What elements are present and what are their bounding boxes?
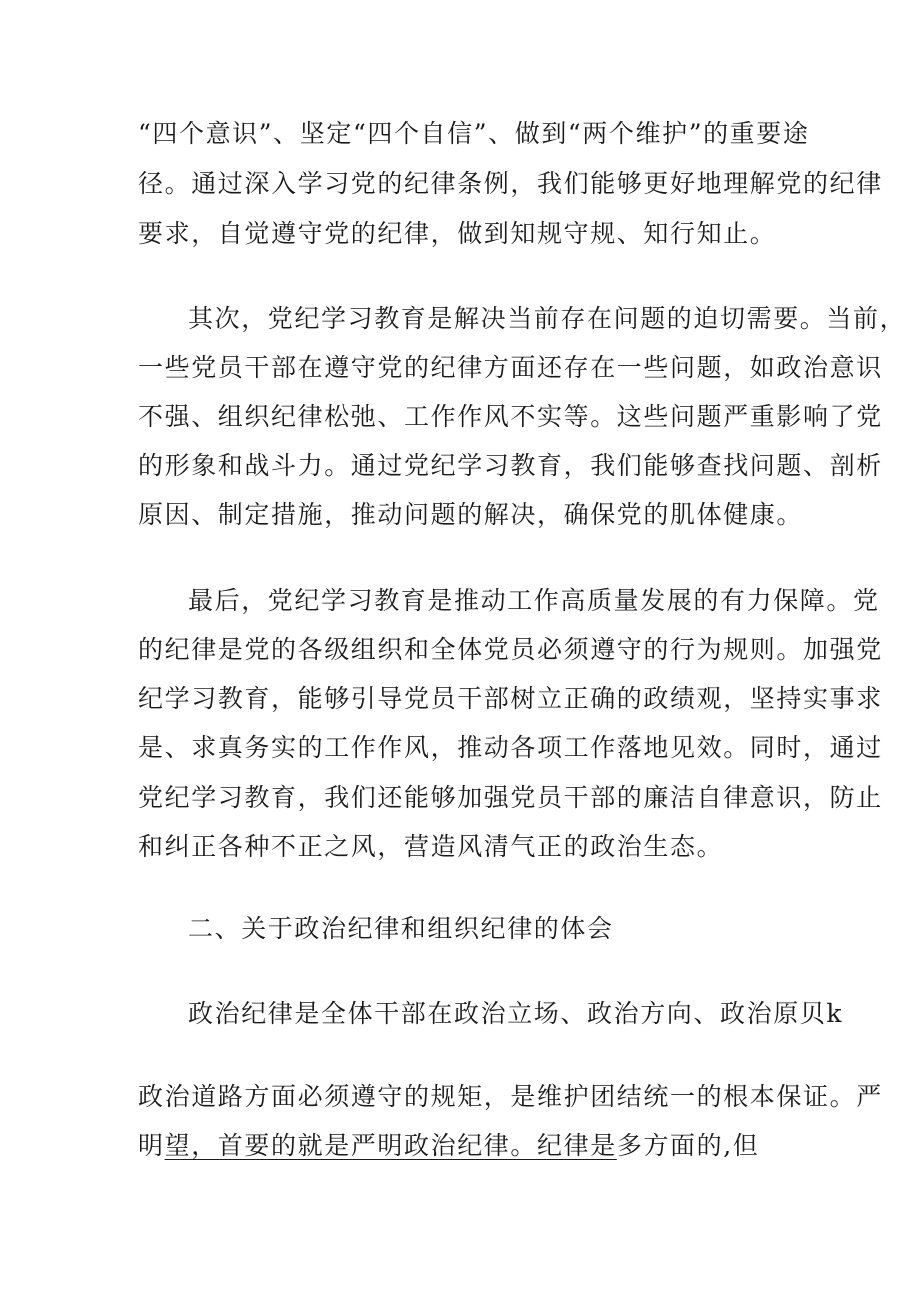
paragraph-line: 径。通过深入学习党的纪律条例，我们能够更好地理解党的纪律 [138,169,883,198]
paragraph-line: 最后，党纪学习教育是推动工作高质量发展的有力保障。党 [188,586,880,615]
section-heading: 二、关于政治纪律和组织纪律的体会 [188,914,614,943]
paragraph-line: 纪学习教育，能够引导党员干部树立正确的政绩观，坚持实事求 [138,684,883,713]
paragraph-line: 要求，自觉遵守党的纪律，做到知规守规、知行知止。 [138,219,777,248]
paragraph-line: 的纪律是党的各级组织和全体党员必须遵守的行为规则。加强党 [138,635,883,664]
paragraph-line: 不强、组织纪律松弛、工作作风不实等。这些问题严重影响了党 [138,402,883,431]
paragraph-line: 政治道路方面必须遵守的规矩，是维护团结统一的根本保证。严 [138,1082,883,1111]
paragraph-line: 一些党员干部在遵守党的纪律方面还存在一些问题，如政治意识 [138,353,883,382]
underlined-text: 望，首要的就是严明政治纪律。纪律是 [164,1131,617,1160]
paragraph-line: 党纪学习教育，我们还能够加强党员干部的廉洁自律意识，防止 [138,783,883,812]
paragraph-line: “四个意识”、坚定“四个自信”、做到“两个维护”的重要途 [138,119,810,148]
text-run: 明 [138,1131,165,1160]
paragraph-line [138,1129,759,1163]
paragraph-line: 其次，党纪学习教育是解决当前存在问题的迫切需要。当前， [188,304,907,333]
paragraph-line: 原因、制定措施，推动问题的解决，确保党的肌体健康。 [138,500,804,529]
paragraph-line: 政治纪律是全体干部在政治立场、政治方向、政治原贝k [188,999,844,1028]
paragraph-line: 的形象和战斗力。通过党纪学习教育，我们能够查找问题、剖析 [138,451,883,480]
text-run: 多方面的,但 [616,1131,760,1160]
paragraph-line: 和纠正各种不正之风，营造风清气正的政治生态。 [138,832,724,861]
paragraph-line: 是、求真务实的工作作风，推动各项工作落地见效。同时，通过 [138,733,883,762]
